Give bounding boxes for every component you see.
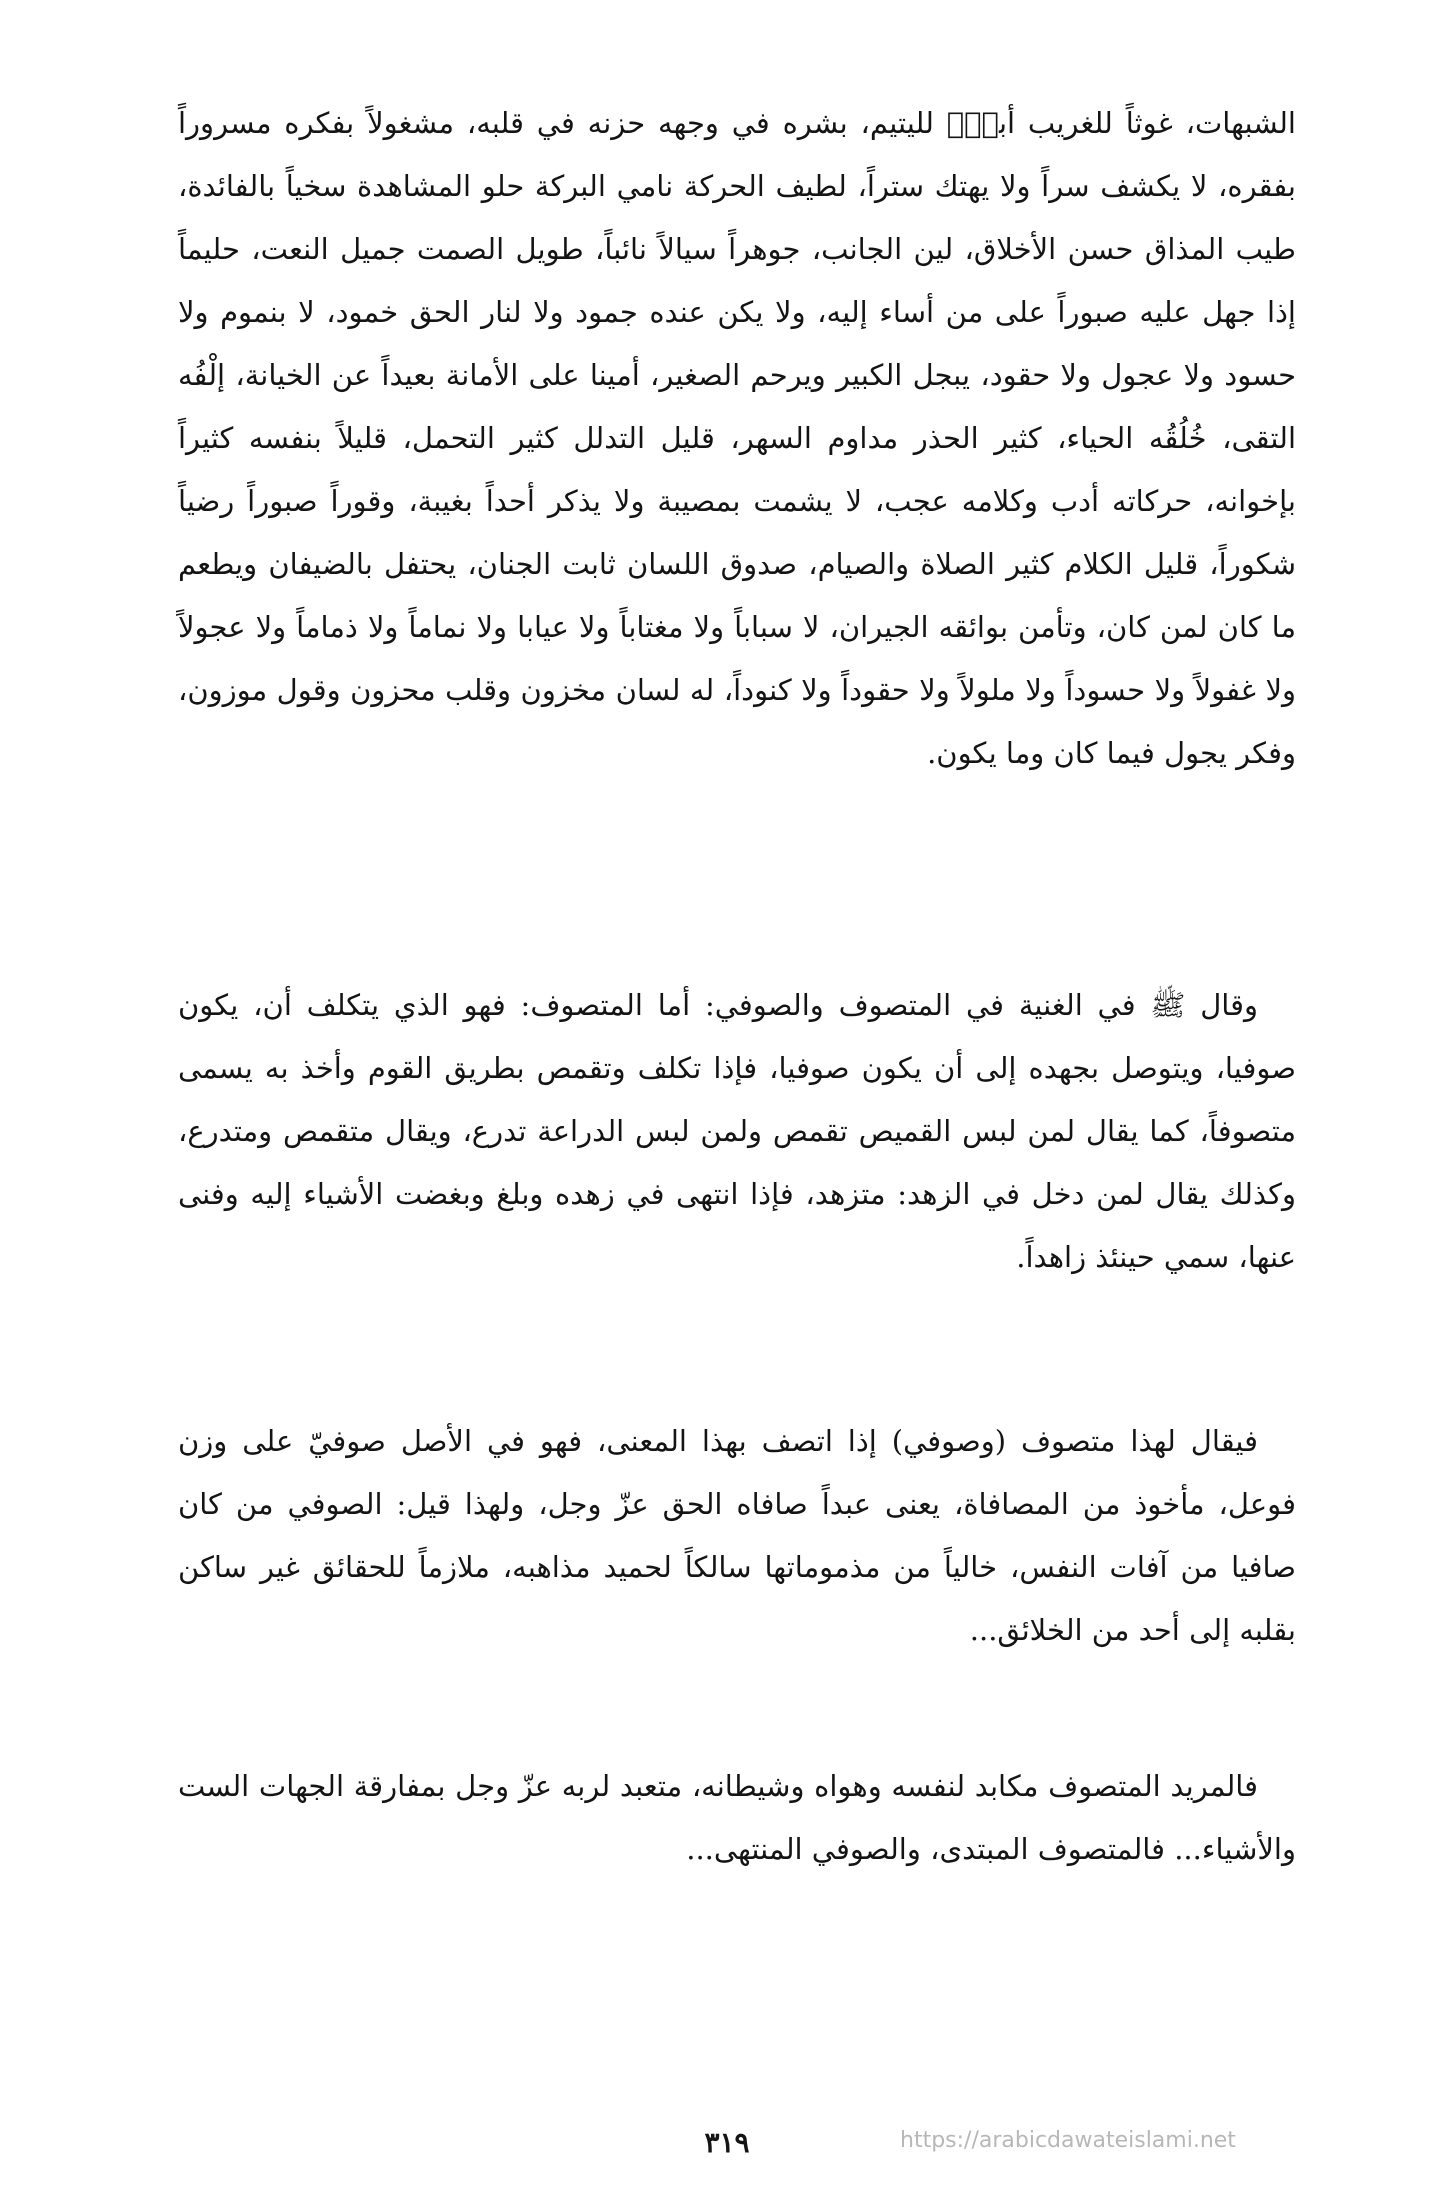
paragraph-1-text: الشبهات، غوثاً للغريب أباًۚ لليتيم، بشره في وجهه حزنه في قلبه، مشغولاً بفكره مسروراً بفقره، لا يكشف سراً ولا يهتك ستراً، لطيف الحركة نامي البركة حلو المشاهدة سخياً بالفائدة، طيب المذاق حسن الأخلاق، لين الجانب، جوهراً سيالاً نائباً، طويل الصمت جميل النعت، حليماً إذا جهل عليه صبوراً على من أساء إليه، ولا يكن عنده جمود ولا لنار الحق خمود، لا بنموم ولا حسود ولا عجول ولا حقود، يبجل الكبير ويرحم الصغير، أمينا على الأمانة بعيداً عن الخيانة، إلْفُه التقى، خُلُقُه الحياء، كثير الحذر مداوم السهر، قليل التدلل كثير التحمل، قليلاً بنفسه كثيراً بإخوانه، حركاته أدب وكلامه عجب، لا يشمت بمصيبة ولا يذكر أحداً بغيبة، وقوراً صبوراً رضياً شكوراً، قليل الكلام كثير الصلاة والصيام، صدوق اللسان ثابت الجنان، يحتفل بالضيفان ويطعم ما كان لمن كان، وتأمن بوائقه الجيران، لا سباباً ولا مغتاباً ولا عيابا ولا نماماً ولا ذماماً ولا عجولاً ولا غفولاً ولا حسوداً ولا ملولاً ولا حقوداً ولا كنوداً، له لسان مخزون وقلب محزون وقول موزون، وفكر يجول فيما كان وما يكون.	[178, 106, 1296, 770]
paragraph-3	[178, 1410, 1296, 1662]
paragraph-3-text: فيقال لهذا متصوف (وصوفي) إذا اتصف بهذا المعنى، فهو في الأصل صوفيّ على وزن فوعل، مأخوذ من المصافاة، يعنى عبداً صافاه الحق عزّ وجل، ولهذا قيل: الصوفي من كان صافيا من آفات النفس، خالياً من مذموماتها سالكاً لحميد مذاهبه، ملازماً للحقائق غير ساكن بقلبه إلى أحد من الخلائق...	[178, 1424, 1296, 1647]
paragraph-4-text: فالمريد المتصوف مكابد لنفسه وهواه وشيطانه، متعبد لربه عزّ وجل بمفارقة الجهات الست والأشياء... فالمتصوف المبتدى، والصوفي المنتهى...	[178, 1769, 1296, 1866]
paragraph-2	[178, 974, 1296, 1289]
paragraph-1	[178, 92, 1296, 785]
source-watermark: https://arabicdawateislami.net	[900, 2128, 1236, 2153]
paragraph-2-text: وقال ﷺ في الغنية في المتصوف والصوفي: أما المتصوف: فهو الذي يتكلف أن، يكون صوفيا، ويتوصل بجهده إلى أن يكون صوفيا، فإذا تكلف وتقمص بطريق القوم وأخذ به يسمى متصوفاً، كما يقال لمن لبس القميص تقمص ولمن لبس الدراعة تدرع، ويقال متقمص ومتدرع، وكذلك يقال لمن دخل في الزهد: متزهد، فإذا انتهى في زهده وبلغ وبغضت الأشياء إليه وفنى عنها، سمي حينئذ زاهداً.	[178, 988, 1296, 1274]
paragraph-4	[178, 1755, 1296, 1881]
page-number: ٣١٩	[704, 2126, 750, 2159]
